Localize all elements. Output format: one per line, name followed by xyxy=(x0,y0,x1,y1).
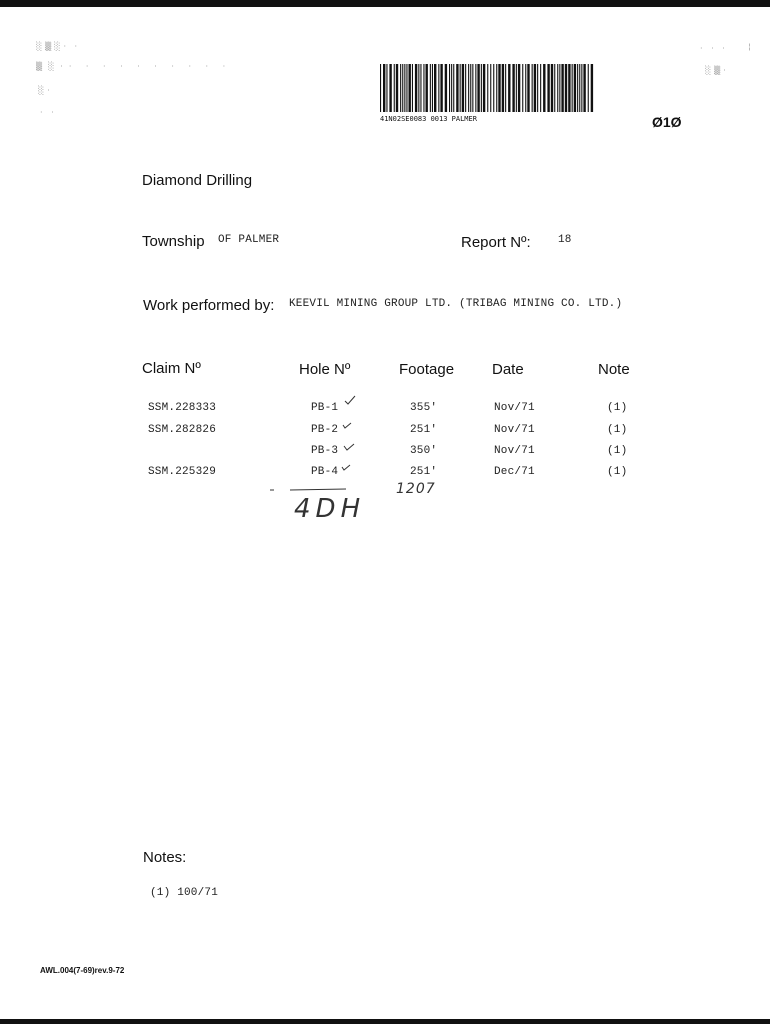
notes-label: Notes: xyxy=(143,849,187,866)
row-4-note: (1) xyxy=(607,466,628,478)
report-number-value: 18 xyxy=(558,234,572,246)
row-2-date: Nov/71 xyxy=(494,424,535,436)
handwritten-hole-total: 4DH xyxy=(294,494,366,524)
row-4-claim: SSM.225329 xyxy=(148,466,217,478)
scan-smudge: ░▒░· · xyxy=(36,42,81,51)
row-1-note: (1) xyxy=(607,402,628,414)
row-1-claim: SSM.228333 xyxy=(148,402,217,414)
report-number-label: Report Nº: xyxy=(461,234,531,251)
row-1-footage: 355' xyxy=(410,402,438,414)
row-2-hole: PB-2 xyxy=(311,424,339,436)
scan-smudge: ¦ xyxy=(748,42,751,51)
header-note: Note xyxy=(598,361,630,378)
row-3-note: (1) xyxy=(607,445,628,457)
scan-smudge: · · xyxy=(40,108,57,117)
row-4-date: Dec/71 xyxy=(494,466,535,478)
barcode-caption: 41N02SE0083 0013 PALMER xyxy=(380,115,477,123)
header-hole: Hole Nº xyxy=(299,361,351,378)
scan-smudge: ░▒· xyxy=(705,66,729,75)
form-number-footer: AWL.004(7-69)rev.9-72 xyxy=(40,966,125,975)
row-4-footage: 251' xyxy=(410,466,438,478)
barcode xyxy=(378,64,596,112)
header-claim: Claim Nº xyxy=(142,360,201,377)
scan-smudge: ▒░·· · · · · · · · · · xyxy=(36,62,232,71)
scan-border-bottom xyxy=(0,1019,770,1024)
scan-smudge: ░· xyxy=(38,86,53,95)
township-value: OF PALMER xyxy=(218,234,280,246)
scan-border-top xyxy=(0,0,770,7)
note-item-1: (1) 100/71 xyxy=(150,887,219,899)
row-2-claim: SSM.282826 xyxy=(148,424,217,436)
township-label: Township xyxy=(142,233,205,250)
work-performed-label: Work performed by: xyxy=(143,297,275,314)
row-2-footage: 251' xyxy=(410,424,438,436)
handwritten-footage-total: 1207 xyxy=(396,481,436,497)
row-1-date: Nov/71 xyxy=(494,402,535,414)
row-3-date: Nov/71 xyxy=(494,445,535,457)
scan-smudge: · · · xyxy=(700,44,728,53)
total-underline xyxy=(268,486,348,494)
row-1-hole: PB-1 xyxy=(311,402,339,414)
check-mark-icon xyxy=(341,463,351,471)
header-date: Date xyxy=(492,361,524,378)
reference-number: Ø1Ø xyxy=(652,114,682,130)
form-title: Diamond Drilling xyxy=(142,172,253,189)
row-3-hole: PB-3 xyxy=(311,445,339,457)
work-performed-value: KEEVIL MINING GROUP LTD. (TRIBAG MINING CO. LTD.) xyxy=(289,298,623,310)
check-mark-icon xyxy=(343,442,355,451)
row-3-footage: 350' xyxy=(410,445,438,457)
row-4-hole: PB-4 xyxy=(311,466,339,478)
check-mark-icon xyxy=(342,421,352,429)
header-footage: Footage xyxy=(399,361,455,378)
row-2-note: (1) xyxy=(607,424,628,436)
check-mark-icon xyxy=(344,395,356,405)
